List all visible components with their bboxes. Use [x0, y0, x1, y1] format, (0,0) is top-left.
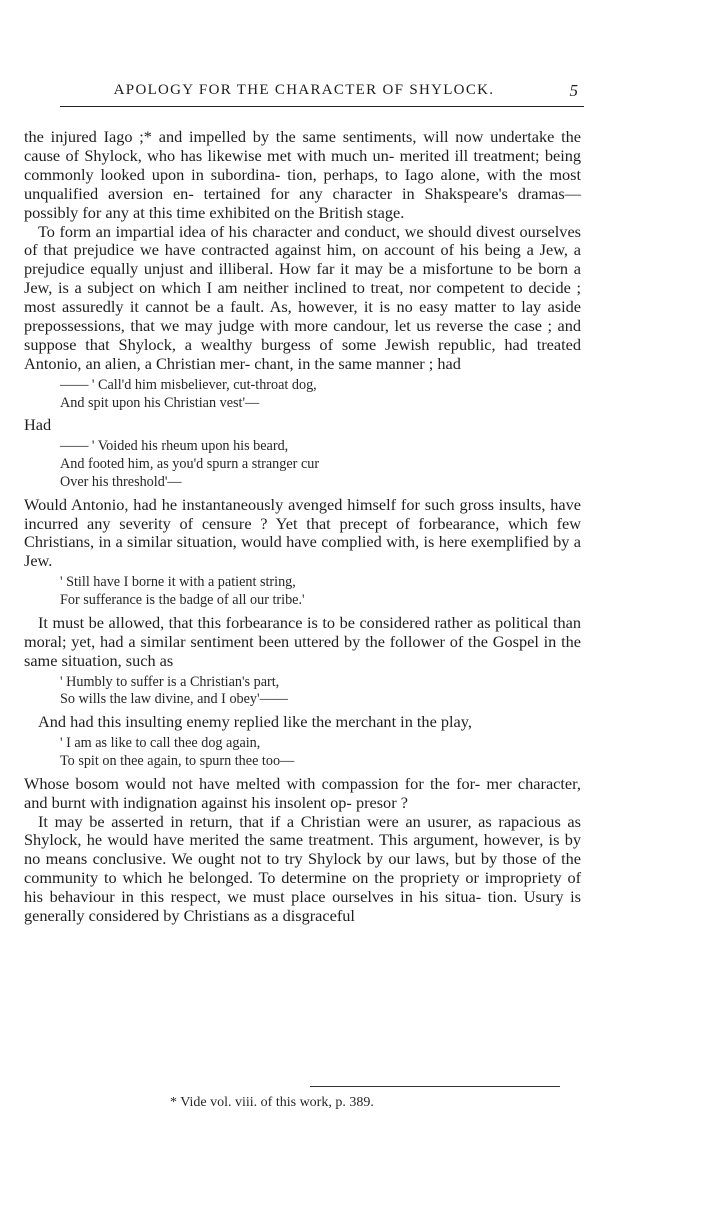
text-line: the follower of the Gospel in the same situation, such as: [24, 631, 581, 670]
verse-line: And footed him, as you'd spurn a stranger cur: [60, 456, 320, 473]
verse-line: —— ' Voided his rheum upon his beard,: [60, 438, 289, 455]
verse-line: And spit upon his Christian vest'—: [60, 394, 260, 411]
text-line: us reverse the case ; and suppose that Shylock, a wealthy burgess of: [24, 316, 582, 354]
text-line: How far it may be a misfortune to be born a Jew, is a subject on: [24, 259, 581, 298]
text-line: presor ?: [355, 792, 408, 812]
text-line: of forbearance, which few Christians, in a similar situation, would have: [24, 513, 581, 552]
paragraph-2: [24, 223, 581, 374]
verse-line: To spit on thee again, to spurn thee too—: [60, 752, 295, 769]
footnote-rule: [310, 1086, 560, 1087]
text-line: complied with, is here exemplified by a Jew.: [24, 532, 581, 571]
page-header: [24, 82, 584, 108]
text-line: merited ill treatment; being commonly looked upon in subordina-: [24, 145, 581, 184]
paragraph-1: [24, 128, 581, 223]
verse-line: ' Humbly to suffer is a Christian's part,: [60, 673, 280, 690]
text-line: It may be asserted in return, that if a Christian were an usurer, as: [38, 811, 492, 831]
running-head: APOLOGY FOR THE CHARACTER OF SHYLOCK.: [113, 82, 495, 98]
text-line: rapacious as Shylock, he would have merited the same treatment.: [24, 811, 581, 850]
text-line: Would Antonio, had he instantaneously avenged himself for such: [24, 494, 455, 514]
paragraph-4: [24, 614, 581, 671]
text-line: which he belonged. To determine on the propriety or impropriety: [122, 868, 562, 888]
text-line: chant, in the same manner ; had: [254, 353, 461, 373]
text-line: mer character, and burnt with indignation against his insolent op-: [24, 773, 581, 812]
text-line: which I am neither inclined to treat, nor competent to decide ; most: [24, 278, 581, 317]
verse-quote-4: [60, 674, 581, 710]
paragraph-7: [24, 813, 581, 926]
paragraph-5: [24, 713, 581, 732]
footnote: * Vide vol. viii. of this work, p. 389.: [170, 1095, 374, 1110]
paragraph-3: [24, 496, 581, 572]
text-line: not to try Shylock by our laws, but by those of the community to: [24, 849, 582, 888]
verse-quote-1: [60, 377, 581, 413]
verse-line: For sufferance is the badge of all our tribe.': [60, 592, 305, 609]
body-text: [24, 128, 581, 926]
verse-quote-5: [60, 735, 581, 771]
verse-line: ' Still have I borne it with a patient string,: [60, 574, 296, 591]
page-number: 5: [569, 81, 578, 100]
text-line: This argument, however, is by no means conclusive. We ought: [24, 830, 582, 869]
text-line: divest ourselves of that prejudice we have contracted against him, on: [24, 221, 582, 260]
text-line: play,: [440, 712, 472, 732]
verse-line: —— ' Call'd him misbeliever, cut-throat dog,: [60, 376, 317, 393]
verse-line: Over his threshold'—: [60, 473, 182, 490]
text-line: lay aside prepossessions, that we may judge with more candour, let: [24, 297, 581, 336]
text-line: Whose bosom would not have melted with compassion for the for-: [24, 773, 481, 793]
text-line: the injured Iago ;* and impelled by the same sentiments, will now: [24, 127, 484, 146]
text-line: tion. Usury is generally considered by Christians as a disgraceful: [24, 887, 581, 926]
text-line: account of his being a Jew, a prejudice equally unjust and illiberal.: [24, 240, 581, 279]
text-line: It must be allowed, that this forbearance is to be considered rather: [38, 612, 473, 632]
text-line: undertake the cause of Shylock, who has likewise met with much un-: [24, 127, 581, 165]
had-line: Had: [24, 415, 52, 435]
verse-line: So wills the law divine, and I obey'——: [60, 691, 288, 708]
verse-line: ' I am as like to call thee dog again,: [60, 735, 261, 752]
paragraph-6: [24, 775, 581, 813]
text-line: at this time exhibited on the British stage.: [133, 202, 405, 222]
text-line: as political than moral; yet, had a similar sentiment been uttered by: [24, 612, 581, 651]
text-line: of his behaviour in this respect, we must place ourselves in his situa-: [24, 868, 581, 907]
header-rule: [60, 106, 584, 107]
text-line: some Jewish republic, had treated Antonio, an alien, a Christian mer-: [24, 334, 581, 373]
text-line: tion, perhaps, to Iago alone, with the most unqualified aversion en-: [24, 164, 582, 203]
text-line: To form an impartial idea of his character and conduct, we should: [38, 221, 472, 241]
text-line: And had this insulting enemy replied like the merchant in the: [38, 712, 437, 732]
verse-quote-3: [60, 574, 581, 610]
text-line: gross insults, have incurred any severity of censure ? Yet that precept: [24, 494, 582, 533]
verse-quote-2: [60, 438, 581, 491]
text-line: tertained for any character in Shakspeare's dramas—possibly for any: [24, 183, 581, 222]
text-line: assuredly it cannot be a fault. As, however, it is no easy matter to: [62, 297, 515, 317]
